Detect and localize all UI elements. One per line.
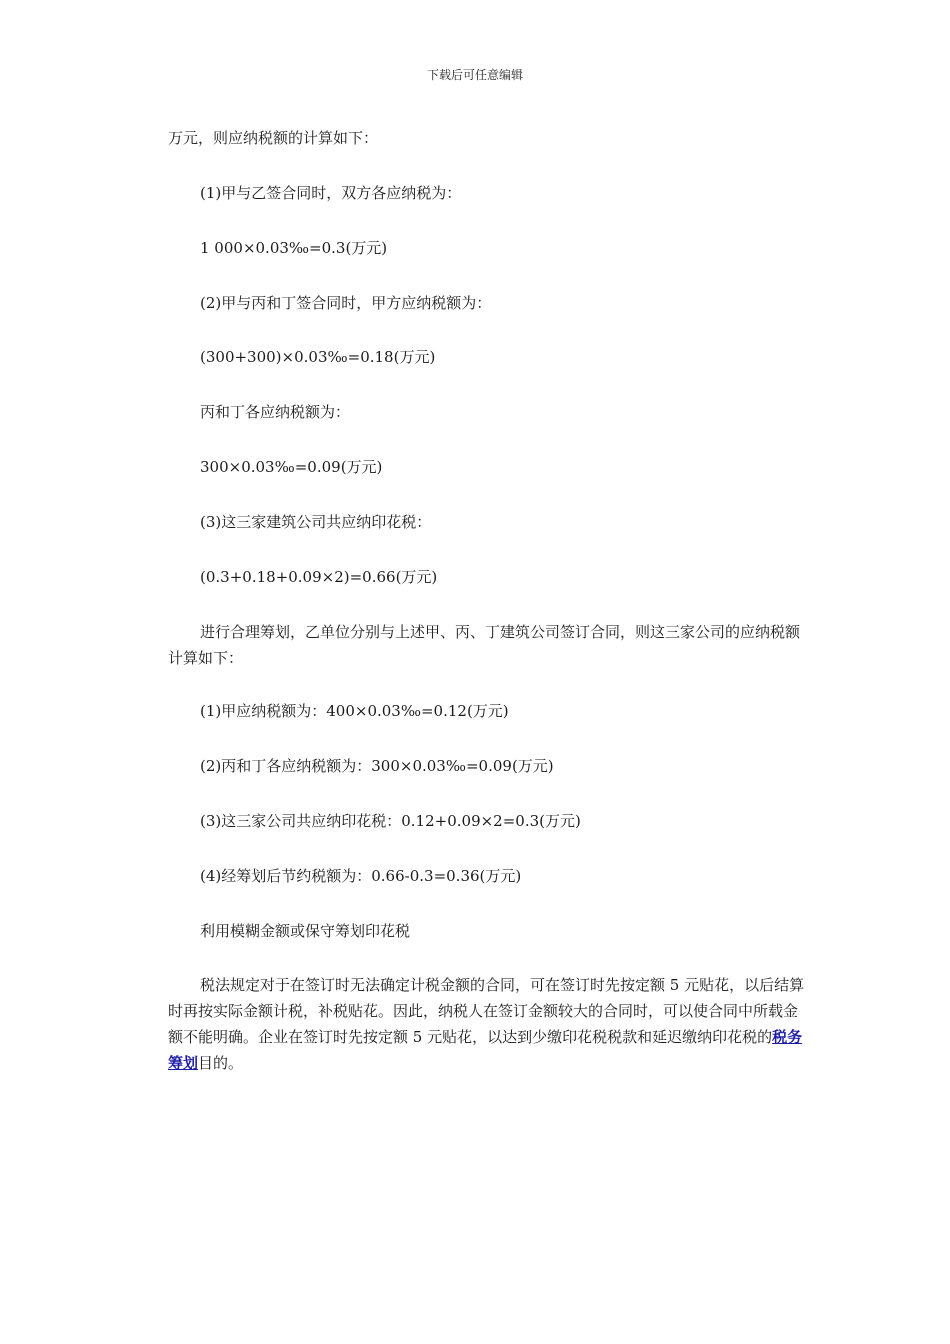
text-line: (3)这三家公司共应纳印花税：0.12+0.09×2=0.3(万元) [200,812,581,830]
text-line: (2)甲与丙和丁签合同时，甲方应纳税额为： [200,294,492,312]
formula-line: 300×0.03‰=0.09(万元) [200,458,383,476]
formula-line: (0.3+0.18+0.09×2)=0.66(万元) [200,568,438,586]
paragraph [168,619,808,671]
formula-line: 1 000×0.03‰=0.3(万元) [200,239,388,257]
formula-line: (300+300)×0.03‰=0.18(万元) [200,348,436,366]
text-line: (2)丙和丁各应纳税额为：300×0.03‰=0.09(万元) [200,757,554,775]
text-line: 万元，则应纳税额的计算如下： [168,129,379,147]
text-line: (4)经筹划后节约税额为：0.66-0.3=0.36(万元) [200,867,522,885]
paragraph-text: 进行合理筹划，乙单位分别与上述甲、丙、丁建筑公司签订合同，则这三家公司的应纳税额计算如下： [168,623,801,667]
paragraph-text-end: 目的。 [198,1054,244,1072]
text-line: 丙和丁各应纳税额为： [200,403,351,421]
tax-planning-link[interactable]: 税务筹划 [168,1028,803,1072]
text-line: (3)这三家建筑公司共应纳印花税： [200,513,432,531]
paragraph [168,972,808,1076]
text-line: (1)甲应纳税额为：400×0.03‰=0.12(万元) [200,702,509,720]
section-heading: 利用模糊金额或保守筹划印花税 [200,922,411,940]
text-line: (1)甲与乙签合同时，双方各应纳税为： [200,184,462,202]
paragraph-text: 税法规定对于在签订时无法确定计税金额的合同，可在签订时先按定额 5 元贴花，以后结算时再按实际金额计税，补税贴花。因此，纳税人在签订金额较大的合同时，可以使合同中所载金额不能明确。企业在签订时先按定额 5 元贴花，以达到少缴印花税税款和延迟缴纳印花税的 [168,976,805,1046]
page-header: 下载后可任意编辑 [426,68,523,82]
